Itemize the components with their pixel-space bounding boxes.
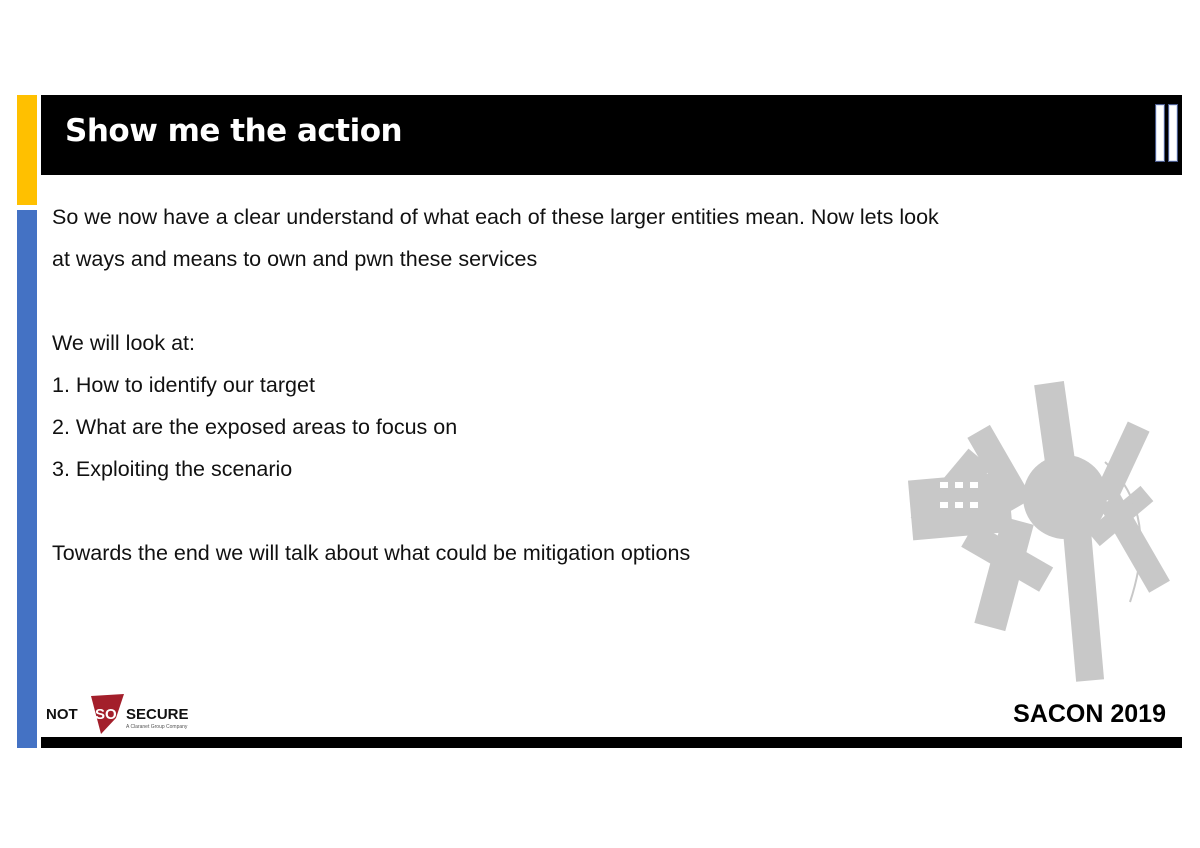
pause-icon-bar [1169, 105, 1177, 161]
slide-title: Show me the action [65, 113, 403, 149]
list-item: 1. How to identify our target [52, 373, 315, 397]
svg-text:A Claranet Group Company: A Claranet Group Company [126, 724, 188, 730]
footer-bar [41, 737, 1182, 748]
title-bar [41, 95, 1182, 175]
accent-bar-yellow [17, 95, 37, 205]
city-globe-graphic [900, 372, 1170, 692]
body-line: at ways and means to own and pwn these services [52, 247, 538, 271]
notsosecure-logo [46, 690, 216, 736]
body-line [52, 280, 1162, 322]
body-line: Towards the end we will talk about what could be mitigation options [52, 541, 691, 565]
pause-icon [1156, 105, 1164, 161]
svg-text:SECURE: SECURE [126, 706, 189, 723]
body-line: We will look at: [52, 331, 195, 355]
accent-bar-blue [17, 210, 37, 748]
svg-text:NOT: NOT [46, 706, 78, 723]
svg-text:SO: SO [95, 706, 117, 723]
event-label: SACON 2019 [1013, 700, 1166, 728]
body-line: So we now have a clear understand of what each of these larger entities mean. Now lets look [52, 205, 939, 229]
list-item: 2. What are the exposed areas to focus on [52, 415, 458, 439]
list-item: 3. Exploiting the scenario [52, 457, 293, 481]
